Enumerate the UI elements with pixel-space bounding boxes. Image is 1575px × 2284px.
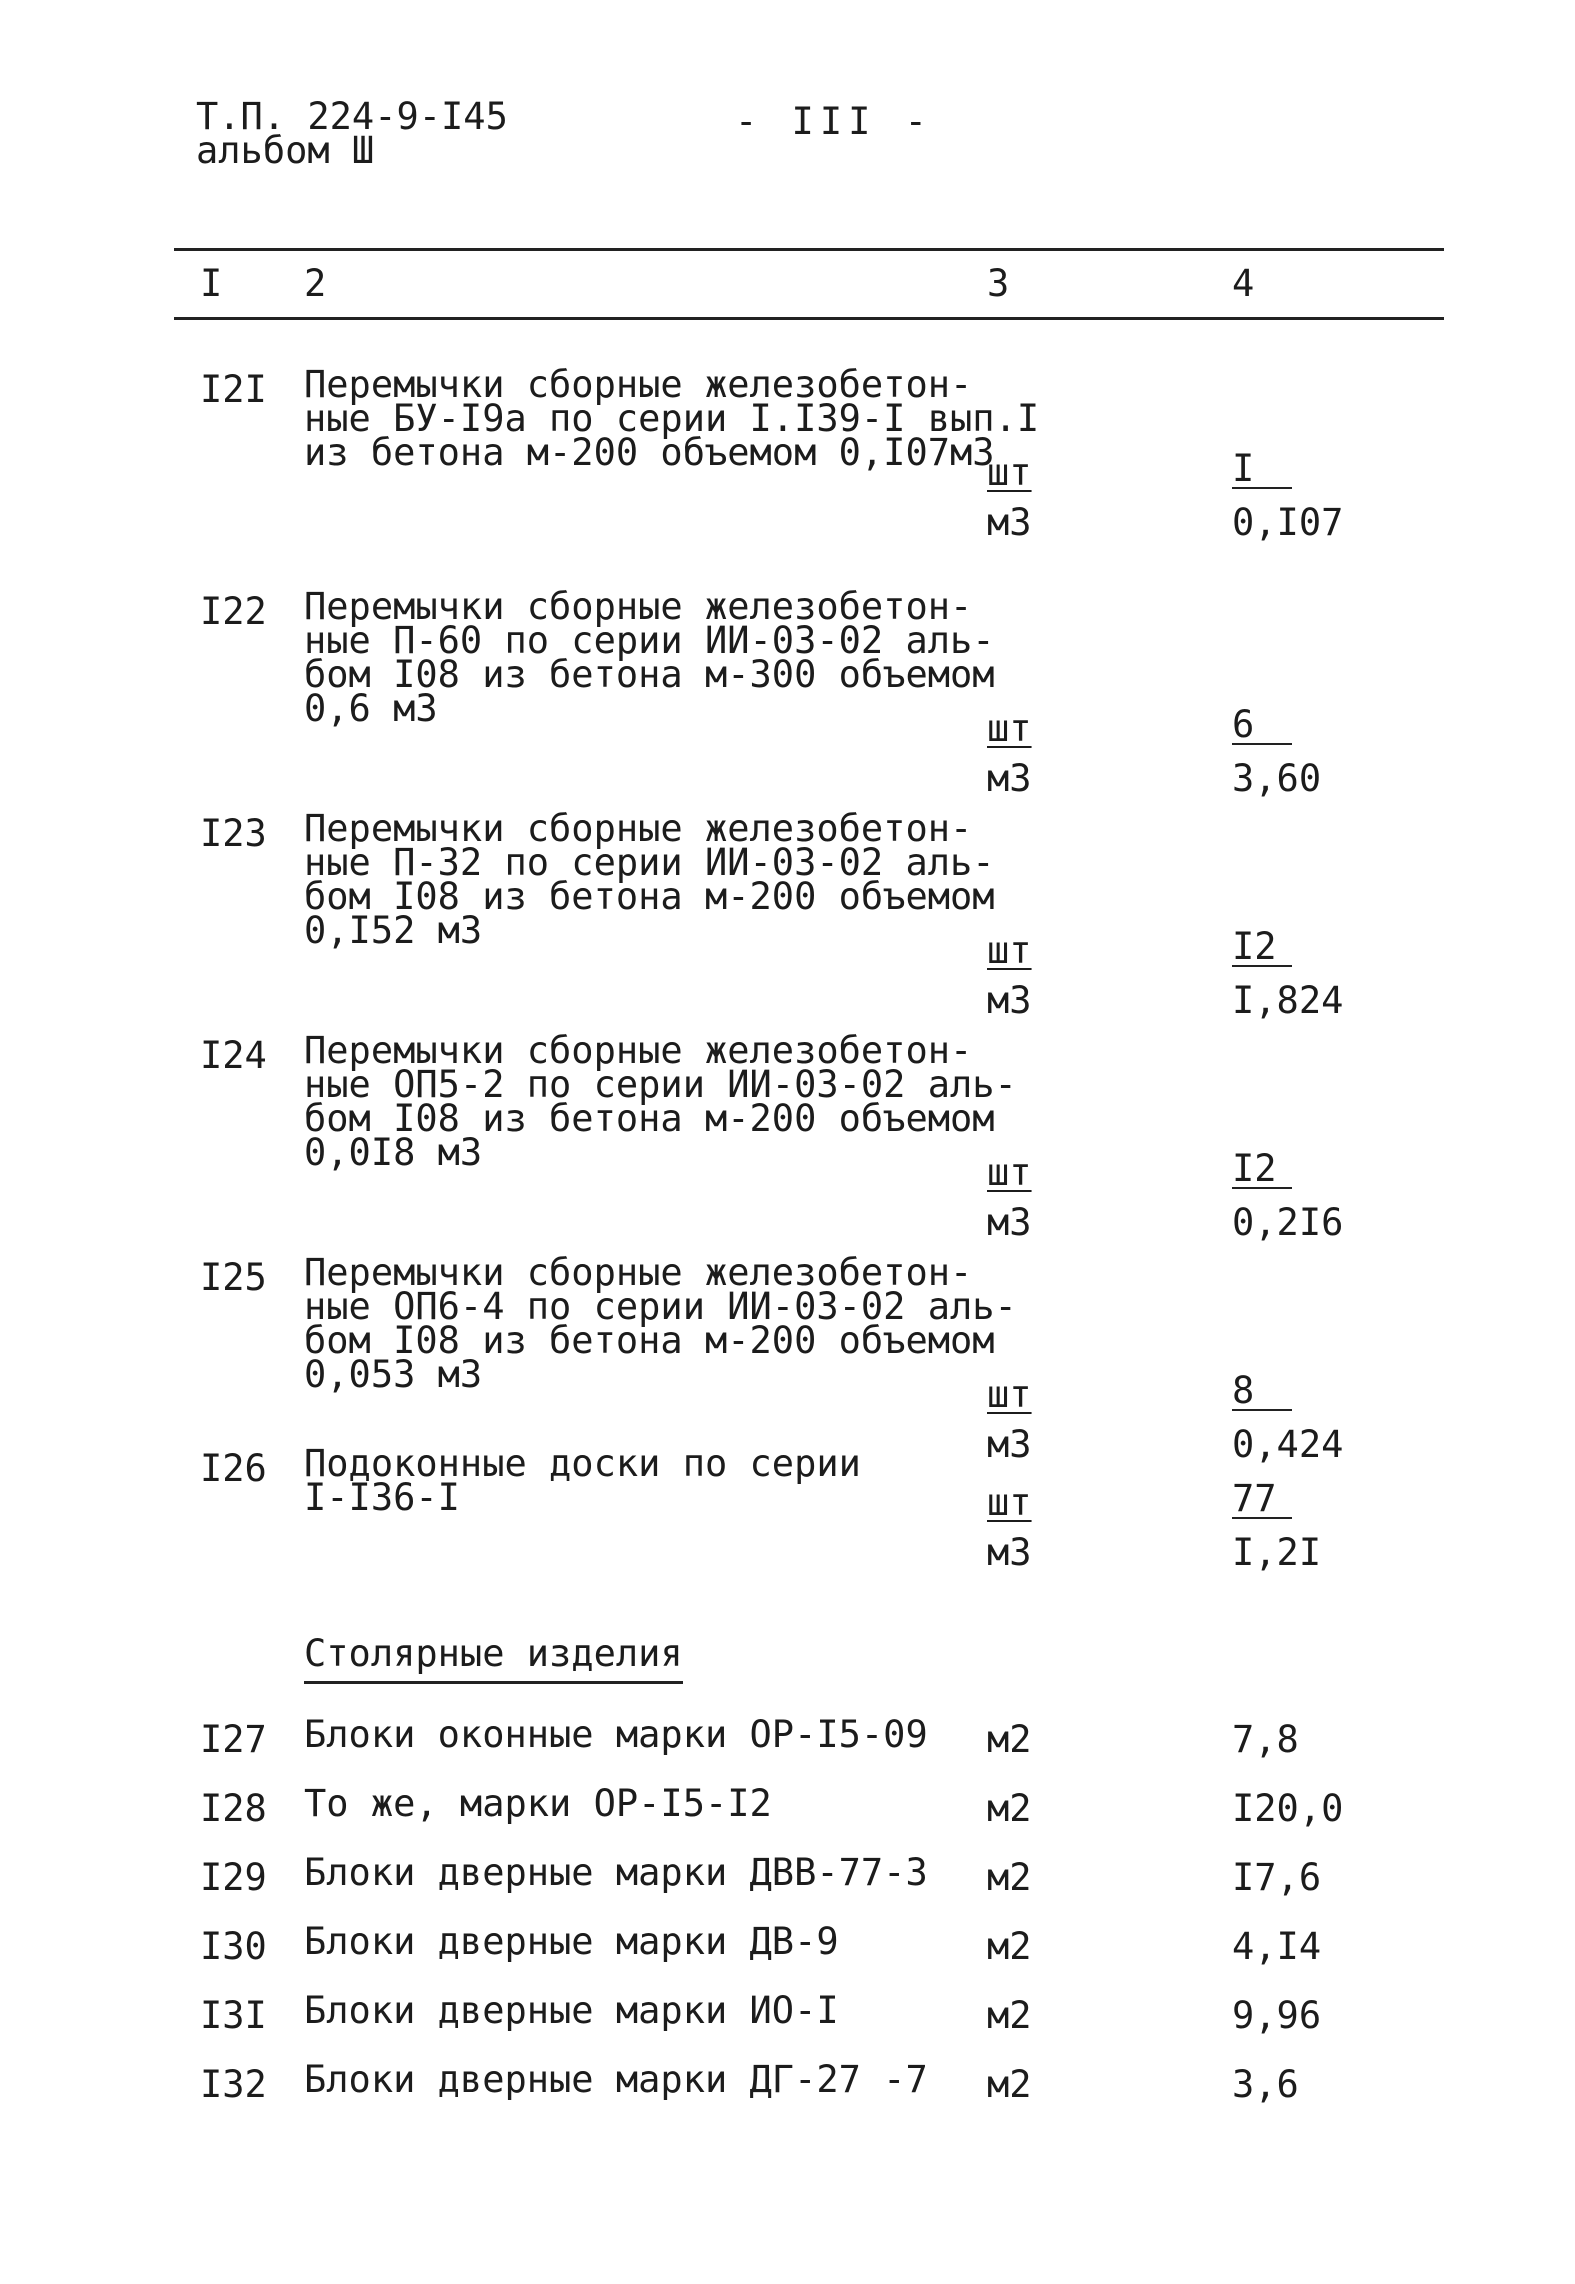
row-number: I22 <box>200 590 267 633</box>
row-number: I28 <box>200 1787 267 1830</box>
description-line: 0,6 м3 <box>304 687 438 730</box>
description-line: 0,I52 м3 <box>304 909 483 952</box>
quantity-area: I20,0 <box>1232 1787 1344 1830</box>
description-line: Перемычки сборные железобетон- <box>304 363 973 406</box>
unit-area: м2 <box>987 1856 1032 1899</box>
quantity-area: I7,6 <box>1232 1856 1322 1899</box>
doc-code: Т.П. 224-9-I45 <box>196 95 508 138</box>
row-number: I25 <box>200 1256 267 1299</box>
table-header-rule <box>174 317 1444 320</box>
unit-area: м2 <box>987 1994 1032 2037</box>
album-label: альбом Ш <box>196 129 375 172</box>
description-line: ные ОП5-2 по серии ИИ-03-02 аль- <box>304 1063 1017 1106</box>
unit-volume: м3 <box>987 501 1032 544</box>
quantity-volume: I,2I <box>1232 1531 1322 1574</box>
unit-area: м2 <box>987 1925 1032 1968</box>
description-line: Перемычки сборные железобетон- <box>304 585 973 628</box>
row-description <box>304 1251 1017 1396</box>
column-header-1: I <box>200 262 223 305</box>
description-line: бом I08 из бетона м-200 объемом <box>304 1319 995 1362</box>
row-number: I26 <box>200 1447 267 1490</box>
unit-volume: м3 <box>987 757 1032 800</box>
description-line: Перемычки сборные железобетон- <box>304 1029 973 1072</box>
row-description <box>304 807 995 952</box>
description-line: бом I08 из бетона м-300 объемом <box>304 653 995 696</box>
table-top-rule <box>174 248 1444 251</box>
quantity-volume: 0,424 <box>1232 1423 1344 1466</box>
quantity-volume: 3,60 <box>1232 757 1322 800</box>
page-header <box>196 95 508 172</box>
description-line: I-I36-I <box>304 1476 460 1519</box>
quantity-pieces: I2 <box>1232 929 1292 967</box>
unit-volume: м3 <box>987 1531 1032 1574</box>
row-number: I23 <box>200 812 267 855</box>
description-line: бом I08 из бетона м-200 объемом <box>304 875 995 918</box>
quantity-volume: 0,I07 <box>1232 501 1344 544</box>
quantity-volume: I,824 <box>1232 979 1344 1022</box>
quantity-pieces: 6 <box>1232 707 1292 745</box>
quantity-volume: 0,2I6 <box>1232 1201 1344 1244</box>
unit-volume: м3 <box>987 979 1032 1022</box>
quantity-pieces: 8 <box>1232 1373 1292 1411</box>
unit-area: м2 <box>987 1787 1032 1830</box>
row-description: Блоки дверные марки ДГ-27 -7 <box>304 2058 928 2101</box>
quantity-pieces: 77 <box>1232 1481 1292 1519</box>
description-line: из бетона м-200 объемом 0,I07м3 <box>304 431 995 474</box>
section-title: Столярные изделия <box>304 1632 683 1684</box>
row-description: Блоки дверные марки ИО-I <box>304 1989 839 2032</box>
row-description: То же, марки ОР-I5-I2 <box>304 1782 772 1825</box>
unit-volume: м3 <box>987 1423 1032 1466</box>
description-line: Перемычки сборные железобетон- <box>304 807 973 850</box>
description-line: 0,0I8 м3 <box>304 1131 483 1174</box>
unit-area: м2 <box>987 1718 1032 1761</box>
description-line: ные П-32 по серии ИИ-03-02 аль- <box>304 841 995 884</box>
column-header-4: 4 <box>1232 262 1255 305</box>
quantity-area: 4,I4 <box>1232 1925 1322 1968</box>
description-line: ные ОП6-4 по серии ИИ-03-02 аль- <box>304 1285 1017 1328</box>
unit-pieces: шт <box>987 1151 1032 1194</box>
row-number: I24 <box>200 1034 267 1077</box>
description-line: Перемычки сборные железобетон- <box>304 1251 973 1294</box>
column-header-3: 3 <box>987 262 1010 305</box>
quantity-pieces: I <box>1232 451 1292 489</box>
row-number: I32 <box>200 2063 267 2106</box>
quantity-pieces: I2 <box>1232 1151 1292 1189</box>
description-line: бом I08 из бетона м-200 объемом <box>304 1097 995 1140</box>
row-description <box>304 1442 861 1519</box>
unit-volume: м3 <box>987 1201 1032 1244</box>
row-number: I2I <box>200 368 267 411</box>
row-number: I27 <box>200 1718 267 1761</box>
unit-pieces: шт <box>987 707 1032 750</box>
unit-area: м2 <box>987 2063 1032 2106</box>
row-description <box>304 585 995 730</box>
description-line: ные П-60 по серии ИИ-03-02 аль- <box>304 619 995 662</box>
row-description: Блоки дверные марки ДВ-9 <box>304 1920 839 1963</box>
row-description: Блоки оконные марки ОР-I5-09 <box>304 1713 928 1756</box>
row-description <box>304 1029 1017 1174</box>
quantity-area: 3,6 <box>1232 2063 1299 2106</box>
description-line: 0,053 м3 <box>304 1353 483 1396</box>
column-header-2: 2 <box>304 262 327 305</box>
unit-pieces: шт <box>987 451 1032 494</box>
row-number: I3I <box>200 1994 267 2037</box>
quantity-area: 9,96 <box>1232 1994 1322 2037</box>
quantity-area: 7,8 <box>1232 1718 1299 1761</box>
row-number: I30 <box>200 1925 267 1968</box>
unit-pieces: шт <box>987 929 1032 972</box>
row-number: I29 <box>200 1856 267 1899</box>
description-line: ные БУ-I9а по серии I.I39-I вып.I <box>304 397 1040 440</box>
unit-pieces: шт <box>987 1481 1032 1524</box>
unit-pieces: шт <box>987 1373 1032 1416</box>
row-description: Блоки дверные марки ДВВ-77-3 <box>304 1851 928 1894</box>
description-line: Подоконные доски по серии <box>304 1442 861 1485</box>
page-number: - III - <box>735 100 933 143</box>
